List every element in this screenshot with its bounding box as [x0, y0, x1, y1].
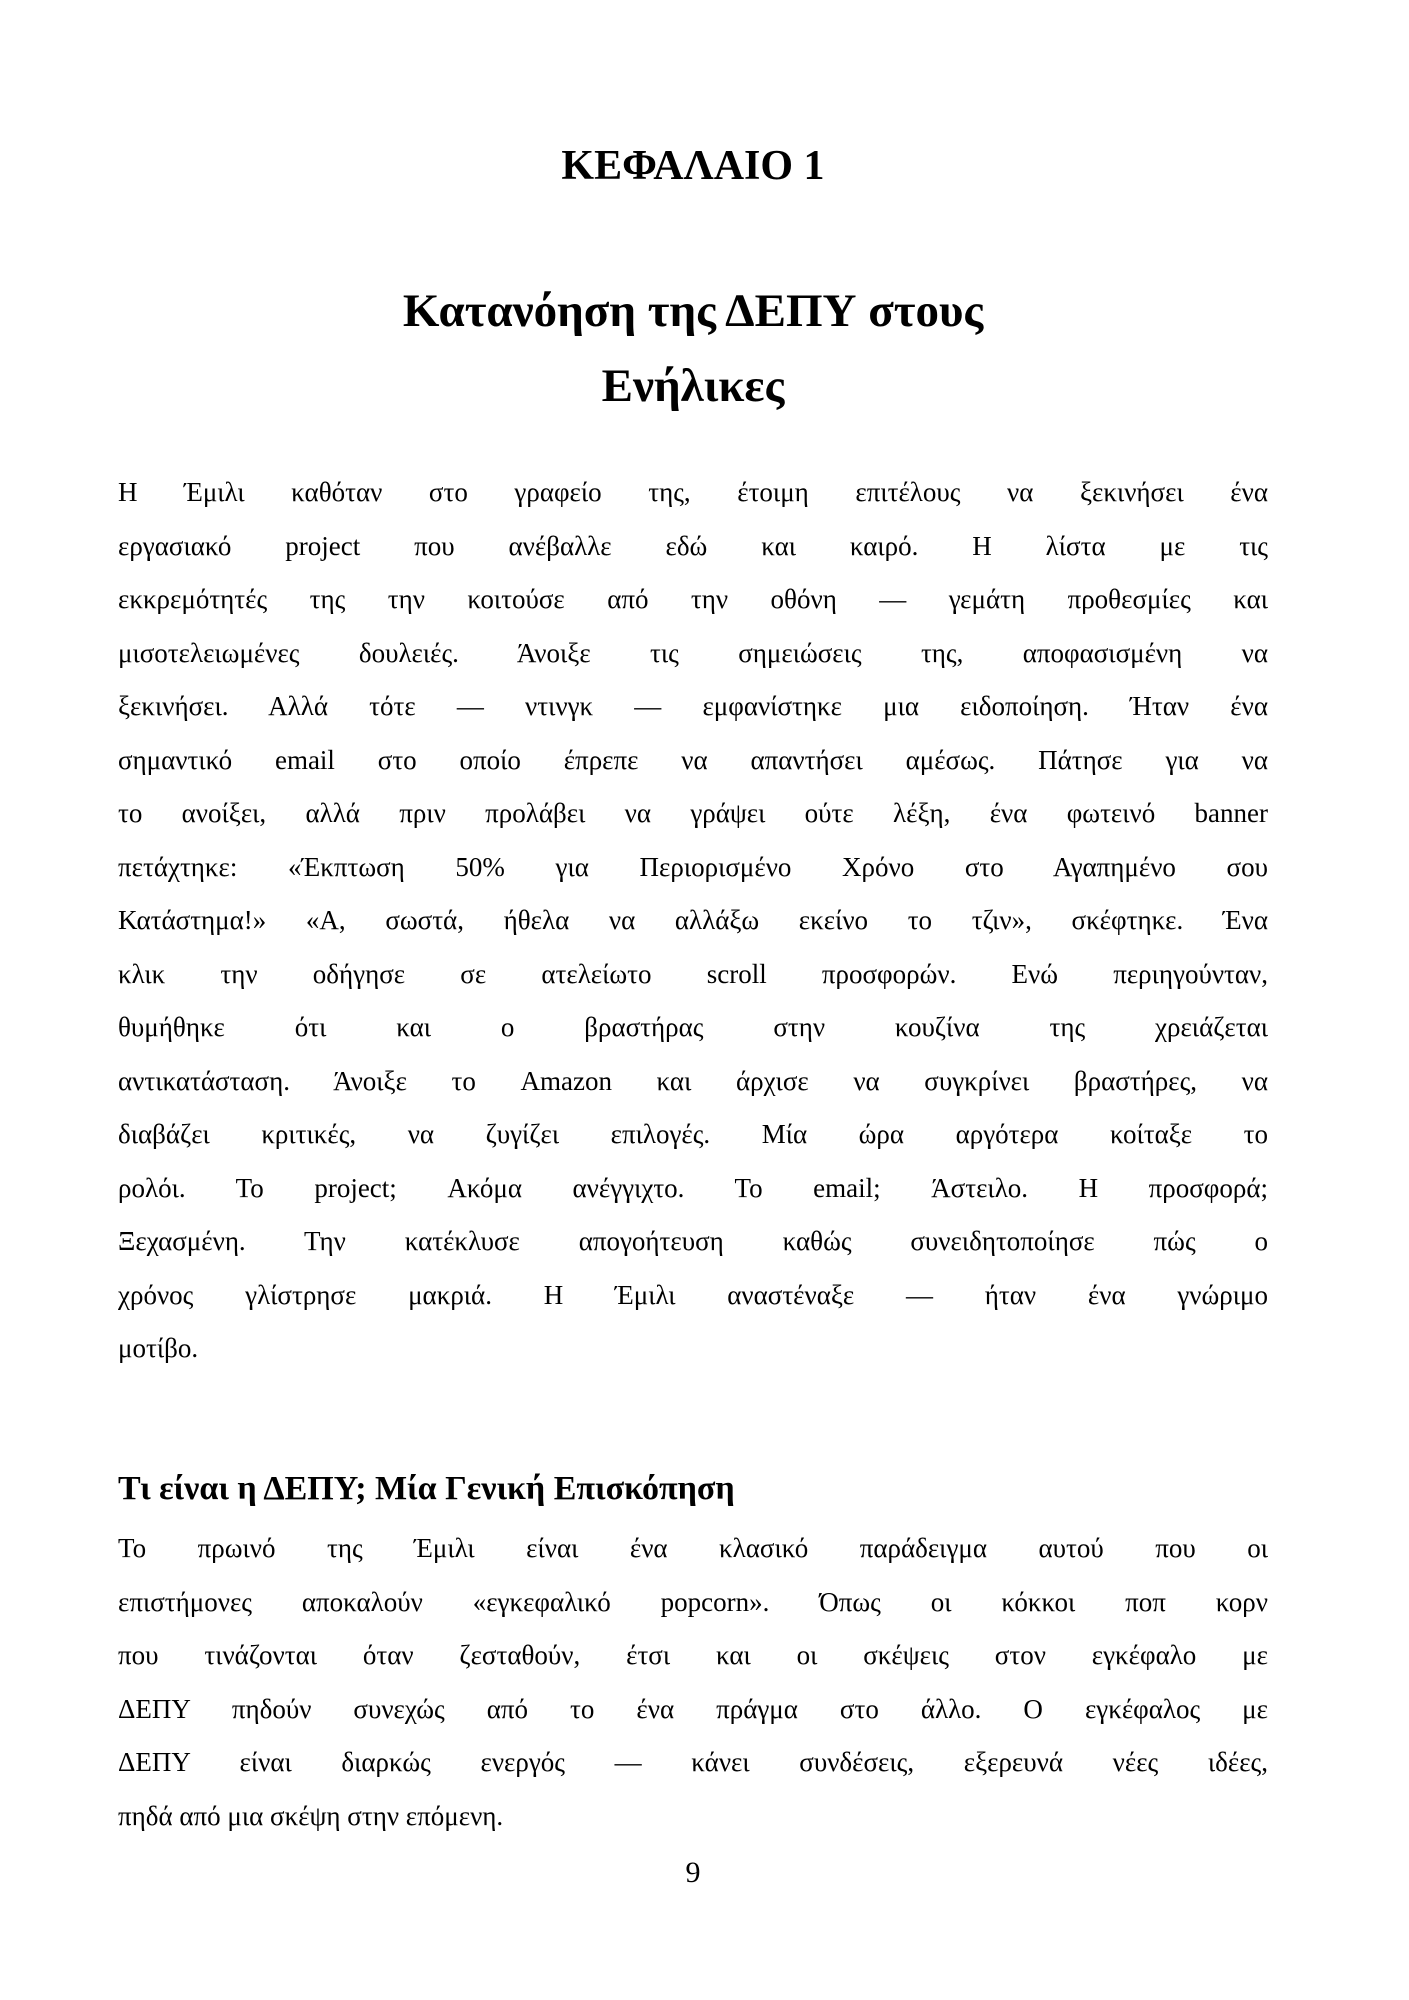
- text-line: κλικ την οδήγησε σε ατελείωτο scroll προσφορών. Ενώ περιηγούνταν,: [118, 958, 1268, 989]
- text-line: πηδά από μια σκέψη στην επόμενη.: [118, 1800, 504, 1831]
- text-line: μισοτελειωμένες δουλειές. Άνοιξε τις σημειώσεις της, αποφασισμένη να: [118, 637, 1268, 668]
- opening-paragraph: [118, 466, 1268, 1376]
- text-line: Ξεχασμένη. Την κατέκλυσε απογοήτευση καθώς συνειδητοποίησε πώς ο: [118, 1226, 1268, 1256]
- text-line: Η Έμιλι καθόταν στο γραφείο της, έτοιμη επιτέλους να ξεκινήσει ένα: [118, 477, 1268, 507]
- text-line: εργασιακό project που ανέβαλλε εδώ και καιρό. Η λίστα με τις: [118, 530, 1268, 561]
- text-line: πετάχτηκε: «Έκπτωση 50% για Περιορισμένο Χρόνο στο Αγαπημένο σου: [118, 851, 1268, 882]
- text-line: ΔΕΠΥ είναι διαρκώς ενεργός — κάνει συνδέσεις, εξερευνά νέες ιδέες,: [118, 1747, 1268, 1777]
- section-paragraph: [118, 1522, 1268, 1843]
- text-line: σημαντικό email στο οποίο έπρεπε να απαντήσει αμέσως. Πάτησε για να: [118, 744, 1268, 775]
- page-number: 9: [685, 1856, 701, 1889]
- section-heading: Τι είναι η ΔΕΠΥ; Μία Γενική Επισκόπηση: [118, 1470, 735, 1507]
- chapter-title: [118, 274, 1268, 424]
- text-line: χρόνος γλίστρησε μακριά. Η Έμιλι αναστέναξε — ήταν ένα γνώριμο: [118, 1279, 1268, 1310]
- text-line: Το πρωινό της Έμιλι είναι ένα κλασικό παράδειγμα αυτού που οι: [118, 1533, 1268, 1563]
- text-line: διαβάζει κριτικές, να ζυγίζει επιλογές. Μία ώρα αργότερα κοίταξε το: [118, 1119, 1268, 1149]
- text-line: ξεκινήσει. Αλλά τότε — ντινγκ — εμφανίστηκε μια ειδοποίηση. Ήταν ένα: [118, 691, 1268, 721]
- text-line: που τινάζονται όταν ζεσταθούν, έτσι και οι σκέψεις στον εγκέφαλο με: [118, 1640, 1268, 1670]
- text-line: Κατάστημα!» «Α, σωστά, ήθελα να αλλάξω εκείνο το τζιν», σκέφτηκε. Ένα: [118, 905, 1268, 935]
- text-line: θυμήθηκε ότι και ο βραστήρας στην κουζίνα της χρειάζεται: [118, 1012, 1268, 1042]
- chapter-title-line-2: Ενήλικες: [601, 360, 785, 412]
- text-line: αντικατάσταση. Άνοιξε το Amazon και άρχισε να συγκρίνει βραστήρες, να: [118, 1065, 1268, 1096]
- text-line: ρολόι. Το project; Ακόμα ανέγγιχτο. Το email; Άστειλο. Η προσφορά;: [118, 1172, 1268, 1203]
- text-line: επιστήμονες αποκαλούν «εγκεφαλικό popcorn». Όπως οι κόκκοι ποπ κορν: [118, 1586, 1268, 1617]
- text-line: το ανοίξει, αλλά πριν προλάβει να γράψει ούτε λέξη, ένα φωτεινό banner: [118, 798, 1268, 828]
- text-line: εκκρεμότητές της την κοιτούσε από την οθόνη — γεμάτη προθεσμίες και: [118, 584, 1268, 614]
- text-line: ΔΕΠΥ πηδούν συνεχώς από το ένα πράγμα στο άλλο. Ο εγκέφαλος με: [118, 1693, 1268, 1724]
- text-line: μοτίβο.: [118, 1333, 199, 1363]
- chapter-heading: ΚΕΦΑΛΑΙΟ 1: [561, 143, 825, 189]
- chapter-title-line-1: Κατανόηση της ΔΕΠΥ στους: [402, 285, 984, 337]
